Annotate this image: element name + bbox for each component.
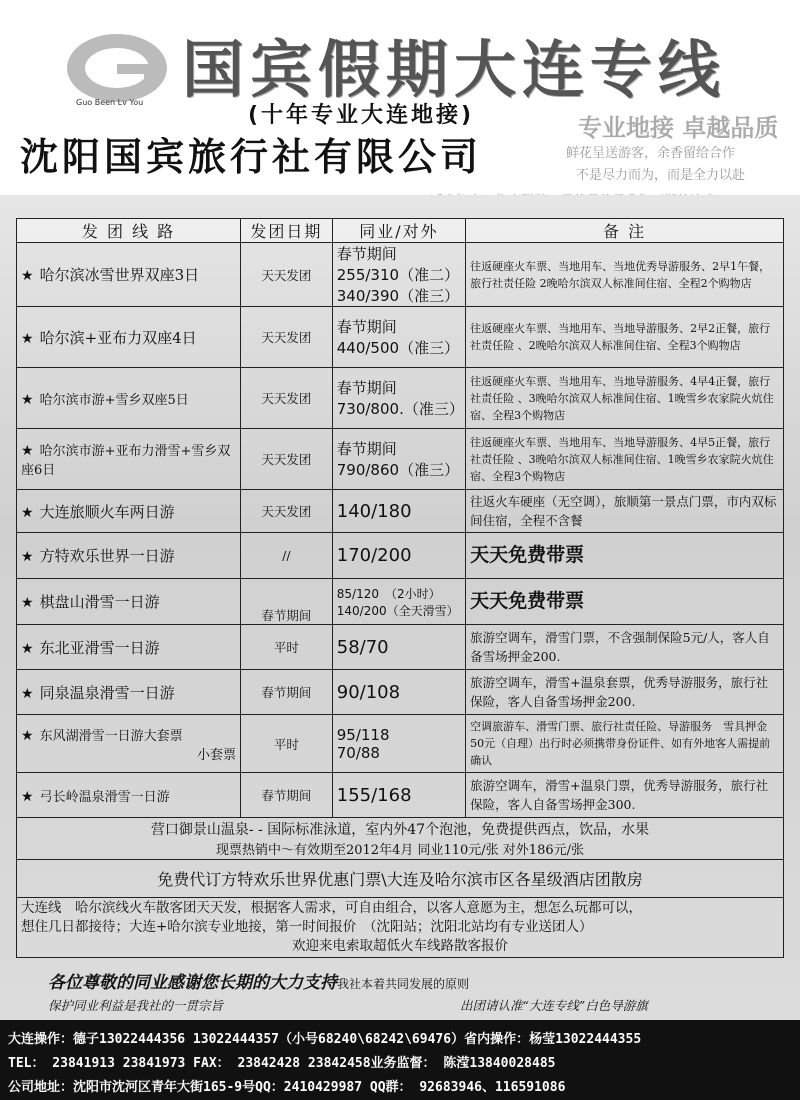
page-title: 国宾假期大连专线 [182, 33, 727, 106]
header-date: 发团日期 [241, 219, 333, 243]
table-row [17, 243, 784, 307]
ticket-cell: 免费代订方特欢乐世界优惠门票\大连及哈尔滨市区各星级酒店团散房 [17, 860, 784, 898]
route-cell: ★ 同泉温泉滑雪一日游 [17, 670, 241, 715]
yingkou-row [17, 818, 784, 860]
header-note: 备 注 [466, 219, 784, 243]
table-row [17, 307, 784, 368]
table-row [17, 773, 784, 818]
price-cell: 90/108 [332, 670, 465, 715]
price-cell: 春节期间 790/860（准三） [332, 429, 465, 490]
star-icon: ★ [21, 788, 34, 805]
price-cell: 58/70 [332, 625, 465, 670]
price-cell: 170/200 [332, 533, 465, 579]
slogan-line-2: 不是尽力而为，而是全力以赴 [576, 168, 746, 183]
contact-bar [0, 1020, 800, 1100]
table-header-row [17, 219, 784, 243]
date-cell: 天天发团 [241, 490, 333, 533]
table-row [17, 715, 784, 773]
dalian-row [17, 898, 784, 958]
table-row [17, 368, 784, 429]
date-cell: 天天发团 [241, 368, 333, 429]
note-cell: 天天免费带票 [466, 533, 784, 579]
note-cell: 往返硬座火车票、当地用车、当地优秀导游服务、2早1午餐，旅行社责任险 2晚哈尔滨双人标准间住宿、全程2个购物店 [466, 243, 784, 307]
star-icon: ★ [21, 391, 34, 408]
table-row [17, 533, 784, 579]
star-icon: ★ [21, 727, 34, 744]
price-cell: 春节期间 730/800.（准三） [332, 368, 465, 429]
star-icon: ★ [21, 640, 34, 657]
star-icon: ★ [21, 549, 34, 565]
price-cell: 95/118 70/88 [332, 715, 465, 773]
price-cell: 春节期间 440/500（准三） [332, 307, 465, 368]
company-name: 沈阳国宾旅行社有限公司 [20, 134, 483, 179]
star-icon: ★ [21, 443, 34, 459]
star-icon: ★ [21, 504, 34, 521]
route-cell: ★ 大连旅顺火车两日游 [17, 490, 241, 533]
ticket-row [17, 860, 784, 898]
note-cell: 旅游空调车，滑雪+温泉门票，优秀导游服务，旅行社保险，客人自备雪场押金300. [466, 773, 784, 818]
yingkou-cell: 营口御景山温泉- - 国际标准泳道，室内外47个泡池，免费提供西点，饮品，水果 现票热销中～有效期至2012年4月 同业110元/张 对外186元/张 [17, 818, 784, 860]
price-cell: 春节期间 255/310（准二） 340/390（准三） [332, 243, 465, 307]
note-cell: 旅游空调车，滑雪门票，不含强制保险5元/人，客人自备雪场押金200. [466, 625, 784, 670]
star-icon: ★ [21, 595, 34, 611]
route-cell: ★ 棋盘山滑雪一日游 [17, 579, 241, 625]
date-cell: 春节期间 [241, 579, 333, 625]
table-row [17, 625, 784, 670]
route-cell: ★ 哈尔滨市游+亚布力滑雪+雪乡双座6日 [17, 429, 241, 490]
table-row [17, 579, 784, 625]
contact-operators: 大连操作：德子13022444356 13022444357（小号68240\68242\69476）省内操作：杨莹13022444355 [8, 1032, 642, 1047]
route-cell: ★ 哈尔滨+亚布力双座4日 [17, 307, 241, 368]
dalian-cell: 大连线 哈尔滨线火车散客团天天发，根据客人需求，可自由组合，以客人意愿为主，想怎么玩都可以， 想住几日都接待；大连+哈尔滨专业地接，第一时间报价 （沈阳站；沈阳北站均有专业送团人） 欢迎来电索取超低火车线路散客报价 [17, 898, 784, 958]
date-cell: 天天发团 [241, 429, 333, 490]
route-cell: ★ 东风湖滑雪一日游大套票 小套票 [17, 715, 241, 773]
date-cell: 天天发团 [241, 307, 333, 368]
table-row [17, 429, 784, 490]
star-icon: ★ [21, 685, 34, 702]
footer-slogan: 各位尊敬的同业感谢您长期的大力支持我社本着共同发展的原则 [48, 973, 470, 993]
date-cell: 平时 [241, 715, 333, 773]
note-cell: 往返火车硬座（无空调），旅顺第一景点门票，市内双标间住宿，全程不含餐 [466, 490, 784, 533]
note-cell: 往返硬座火车票、当地用车、当地导游服务、2早2正餐，旅行社责任险 、2晚哈尔滨双人标准间住宿、全程3个购物店 [466, 307, 784, 368]
note-cell: 往返硬座火车票、当地用车、当地导游服务、4早4正餐，旅行社责任险 、3晚哈尔滨双人标准间住宿、1晚雪乡农家院火炕住宿、全程3个购物店 [466, 368, 784, 429]
date-cell: 春节期间 [241, 773, 333, 818]
slogan-line-1: 鲜花呈送游客，余香留给合作 [566, 146, 736, 161]
date-cell: // [241, 533, 333, 579]
note-cell: 天天免费带票 [466, 579, 784, 625]
header [0, 0, 800, 215]
footer-right: 出团请认准“大连专线”白色导游旗 [460, 998, 648, 1013]
contact-address: 公司地址：沈阳市沈河区青年大街165-9号QQ：2410429987 QQ群： 92683946、116591086 [8, 1080, 566, 1095]
note-cell: 往返硬座火车票、当地用车、当地导游服务、4早5正餐，旅行社责任险 、3晚哈尔滨双人标准间住宿、1晚雪乡农家院火炕住宿、全程3个购物店 [466, 429, 784, 490]
note-cell: 空调旅游车、滑雪门票、旅行社责任险、导游服务 雪具押金50元（自理）出行时必须携带身份证件、如有外地客人需提前确认 [466, 715, 784, 773]
date-cell: 春节期间 [241, 670, 333, 715]
date-cell: 平时 [241, 625, 333, 670]
note-cell: 旅游空调车，滑雪+温泉套票，优秀导游服务，旅行社保险，客人自备雪场押金200. [466, 670, 784, 715]
star-icon: ★ [21, 330, 34, 347]
route-cell: ★ 哈尔滨冰雪世界双座3日 [17, 243, 241, 307]
price-cell: 155/168 [332, 773, 465, 818]
table-row [17, 490, 784, 533]
subtitle: (十年专业大连地接) [248, 103, 475, 128]
header-route: 发 团 线 路 [17, 219, 241, 243]
contact-phones: TEL： 23841913 23841973 FAX： 23842428 23842458业务监督： 陈滢13840028485 [8, 1056, 556, 1071]
date-cell: 天天发团 [241, 243, 333, 307]
star-icon: ★ [21, 268, 34, 284]
price-cell: 85/120 （2小时） 140/200（全天滑雪） [332, 579, 465, 625]
footer-left: 保护同业利益是我社的一贯宗旨 [48, 998, 224, 1013]
price-cell: 140/180 [332, 490, 465, 533]
route-cell: ★ 方特欢乐世界一日游 [17, 533, 241, 579]
logo-text: Guo Been Lv You [76, 98, 144, 107]
routes-table [16, 218, 784, 958]
route-cell: ★ 东北亚滑雪一日游 [17, 625, 241, 670]
table-row [17, 670, 784, 715]
header-price: 同业/对外 [332, 219, 465, 243]
route-cell: ★ 弓长岭温泉滑雪一日游 [17, 773, 241, 818]
route-cell: ★ 哈尔滨市游+雪乡双座5日 [17, 368, 241, 429]
slogan-main: 专业地接 卓越品质 [578, 114, 779, 142]
